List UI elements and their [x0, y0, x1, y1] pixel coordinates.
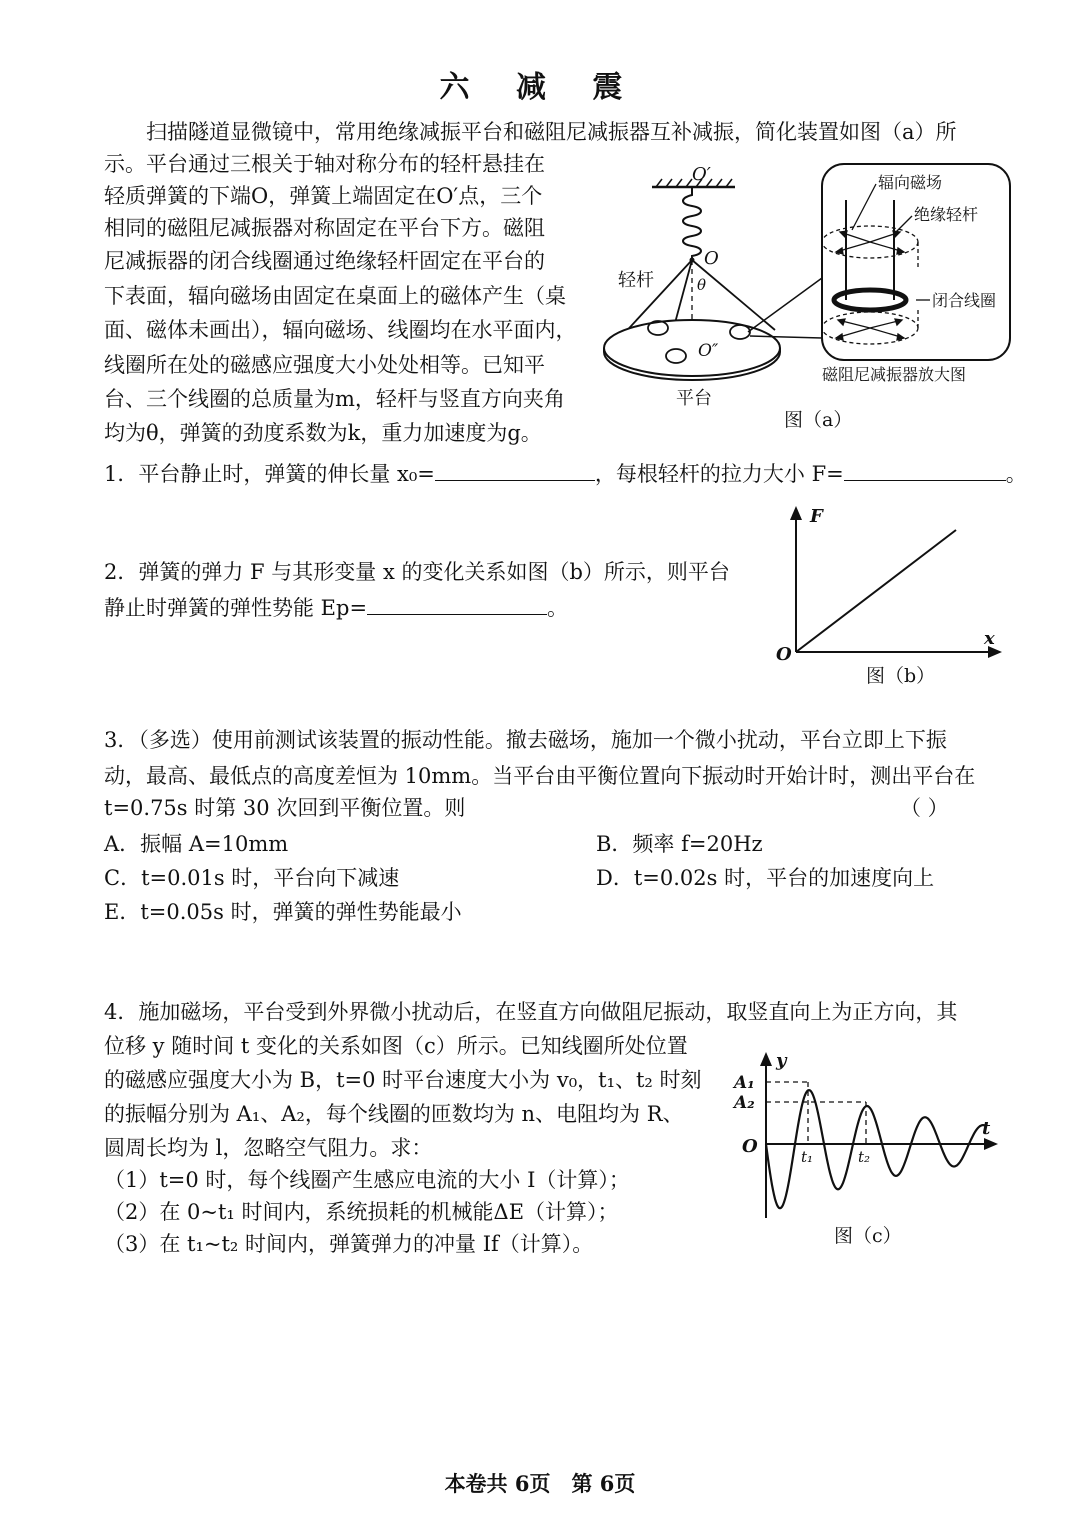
fig-c-t2: t₂	[858, 1148, 871, 1166]
label-o: O	[704, 248, 719, 269]
option-d[interactable]: D．t=0.02s 时，平台的加速度向上	[596, 866, 935, 890]
intro-line-1: 扫描隧道显微镜中，常用绝缘减振平台和磁阻尼减振器互补减振，简化装置如图（a）所	[146, 120, 957, 144]
label-platform: 平台	[676, 388, 712, 409]
question-4-line-2: 位移 y 随时间 t 变化的关系如图（c）所示。已知线圈所处位置	[104, 1034, 688, 1058]
option-b[interactable]: B．频率 f=20Hz	[596, 832, 763, 856]
label-o-prime: O′	[692, 164, 711, 185]
caption-fig-a: 图（a）	[784, 409, 853, 431]
fig-b-y-label: F	[810, 506, 823, 527]
spring	[683, 187, 701, 260]
intro-line-5: 尼减振器的闭合线圈通过绝缘轻杆固定在平台的	[104, 249, 545, 273]
caption-fig-c: 图（c）	[834, 1225, 902, 1247]
question-3-line-1: 3．（多选）使用前测试该装置的振动性能。撤去磁场，施加一个微小扰动，平台立即上下振	[104, 728, 947, 752]
question-2-line-1: 2．弹簧的弹力 F 与其形变量 x 的变化关系如图（b）所示，则平台	[104, 560, 730, 584]
page-footer: 本卷共 6页 第 6页	[444, 1471, 636, 1496]
figure-a	[600, 160, 1020, 440]
q2-text-b: 。	[547, 596, 569, 620]
q2-text-a: 静止时弹簧的弹性势能 Ep=	[104, 596, 368, 620]
fig-c-y-label: y	[776, 1050, 787, 1071]
fig-c-origin: O	[742, 1136, 758, 1157]
ep-answer-blank[interactable]	[367, 592, 547, 615]
fig-c-x-label: t	[982, 1118, 991, 1139]
question-4-line-3: 的磁感应强度大小为 B，t=0 时平台速度大小为 v₀，t₁、t₂ 时刻	[104, 1068, 702, 1092]
label-insulated-rod: 绝缘轻杆	[914, 205, 979, 224]
option-c[interactable]: C．t=0.01s 时，平台向下减速	[104, 866, 400, 890]
caption-fig-b: 图（b）	[866, 665, 936, 687]
question-4-line-1: 4．施加磁场，平台受到外界微小扰动后，在竖直方向做阻尼振动，取竖直向上为正方向，其	[104, 1000, 958, 1024]
f-answer-blank[interactable]	[844, 458, 1006, 481]
intro-line-8: 线圈所在处的磁感应强度大小处处相等。已知平	[104, 353, 545, 377]
option-e[interactable]: E．t=0.05s 时，弹簧的弹性势能最小	[104, 900, 462, 924]
intro-line-4: 相同的磁阻尼减振器对称固定在平台下方。磁阻	[104, 216, 545, 240]
intro-line-2: 示。平台通过三根关于轴对称分布的轻杆悬挂在	[104, 152, 545, 176]
question-4-sub-3: （3）在 t₁~t₂ 时间内，弹簧弹力的冲量 If（计算）。	[104, 1232, 594, 1256]
fig-c-t1: t₁	[801, 1148, 814, 1166]
q1-text-b: ，每根轻杆的拉力大小 F=	[594, 462, 844, 486]
label-closed-coil: 闭合线圈	[932, 291, 997, 310]
q1-text-c: 。	[1005, 462, 1027, 486]
question-2-line-2	[104, 592, 568, 624]
intro-line-10: 均为θ，弹簧的劲度系数为k，重力加速度为g。	[104, 421, 542, 445]
question-4-line-5: 圆周长均为 l，忽略空气阻力。求：	[104, 1136, 433, 1160]
question-4-sub-2: （2）在 0~t₁ 时间内，系统损耗的机械能ΔE（计算）；	[104, 1200, 619, 1224]
intro-line-3: 轻质弹簧的下端O，弹簧上端固定在O′点，三个	[104, 184, 543, 208]
answer-parentheses[interactable]: （ ）	[900, 796, 949, 820]
label-theta: θ	[697, 276, 707, 294]
figure-c	[730, 1046, 1010, 1256]
label-o-double: O″	[698, 341, 719, 361]
label-rod: 轻杆	[618, 270, 654, 291]
intro-line-7: 面、磁体未画出），辐向磁场、线圈均在水平面内，	[104, 318, 577, 342]
fig-c-a1: A₁	[734, 1073, 755, 1093]
page-title: 六 减 震	[439, 70, 641, 105]
fig-c-a2: A₂	[734, 1093, 755, 1113]
figure-b	[770, 500, 1010, 700]
question-3-line-3: t=0.75s 时第 30 次回到平衡位置。则	[104, 796, 466, 820]
fig-b-origin: O	[776, 644, 792, 665]
x0-answer-blank[interactable]	[435, 458, 595, 481]
question-4-line-4: 的振幅分别为 A₁、A₂，每个线圈的匝数均为 n、电阻均为 R、	[104, 1102, 684, 1126]
question-1	[104, 458, 1027, 490]
fig-b-x-label: x	[984, 628, 995, 649]
option-a[interactable]: A．振幅 A=10mm	[104, 832, 289, 856]
label-radial-field: 辐向磁场	[878, 173, 943, 192]
intro-line-6: 下表面，辐向磁场由固定在桌面上的磁体产生（桌	[104, 284, 566, 308]
question-4-sub-1: （1）t=0 时，每个线圈产生感应电流的大小 I（计算）；	[104, 1168, 630, 1192]
damped-oscillation-curve	[766, 1090, 986, 1208]
intro-line-9: 台、三个线圈的总质量为m，轻杆与竖直方向夹角	[104, 387, 565, 411]
q1-text-a: 1．平台静止时，弹簧的伸长量 x₀=	[104, 462, 435, 486]
label-zoom-caption: 磁阻尼减振器放大图	[822, 365, 967, 384]
question-3-line-2: 动，最高、最低点的高度差恒为 10mm。当平台由平衡位置向下振动时开始计时，测出平台在	[104, 764, 976, 788]
f-x-line	[796, 530, 956, 652]
